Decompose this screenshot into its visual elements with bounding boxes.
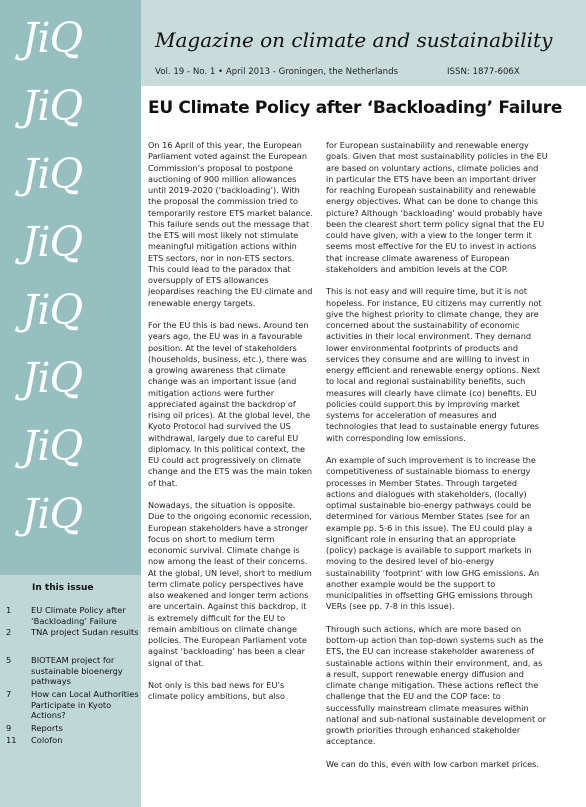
magazine-title: Magazine on climate and sustainability [155, 28, 553, 52]
issn: ISSN: 1877-606X [447, 67, 520, 77]
toc-title: EU Climate Policy after ‘Backloading’ Failure [31, 605, 126, 626]
article-column-1 [148, 140, 313, 714]
logo-jiq: JiQ [22, 422, 83, 470]
paragraph: On 16 April of this year, the European Parliament voted against the European Commission’s proposal to postpone auctioning of 900 million allowances until 2019-2020 (‘backloading’). With the proposal the commission tried to temporarily restore ETS market balance. This failure sends out the message that the ETS will most likely not stimulate meaningful mitigation actions within ETS sectors, nor in non-ETS sectors. This could lead to the paradox that oversupply of ETS allowances jeopardises reaching the EU climate and renewable energy targets. [148, 140, 313, 308]
toc-title: TNA project Sudan results [31, 627, 139, 637]
logo-jiq: JiQ [22, 218, 83, 266]
logo-column [0, 0, 141, 560]
toc-page: 7 [6, 689, 12, 699]
article-title: EU Climate Policy after ‘Backloading’ Failure [148, 98, 563, 118]
toc-title: How can Local Authorities Participate in Kyoto Actions? [31, 689, 139, 720]
paragraph: An example of such improvement is to increase the competitiveness of sustainable biomass to energy processes in Member States. Through targeted actions and dialogues with stakeholders, (locally) optimal sustainable bio-energy pathways could be determined for various Member States (see for an example pp. 5-6 in this issue). The EU could play a significant role in ensuring that an appropriate (policy) package is available to support markets in moving to the desired level of bio-energy sustainability ‘footprint’ with low GHG emissions. An another example would be the support to municipalities in offsetting GHG emissions through VERs (see pp. 7-8 in this issue). [326, 455, 540, 612]
article-column-2 [326, 140, 548, 781]
paragraph: Not only is this bad news for EU’s climate policy ambitions, but also [148, 680, 285, 702]
toc-page: 5 [6, 655, 12, 665]
toc-page: 11 [6, 735, 17, 745]
logo-jiq: JiQ [22, 150, 83, 198]
toc-heading: In this issue [32, 583, 94, 593]
toc-page: 1 [6, 605, 12, 615]
logo-jiq: JiQ [22, 354, 83, 402]
paragraph: Through such actions, which are more based on bottom-up action than top-down systems such as the ETS, the EU can increase stakeholder awareness of sustainable actions within their environment, and, as a result, support renewable energy diffusion and climate change mitigation. These actions reflect the challenge that the EU and the COP face: to successfully mainstream climate measures within national and sub-national sustainable development or growth priorities through enhanced stakeholder acceptance. [326, 623, 547, 747]
paragraph: For the EU this is bad news. Around ten years ago, the EU was in a favourable position. At the level of stakeholders (households, business, etc.), there was a growing awareness that climate change was an important issue (and mitigation actions were further appreciated against the backdrop of rising oil prices). At the global level, the Kyoto Protocol had survived the US withdrawal, largely due to careful EU diplomacy. In this political context, the EU could act progressively on climate change and the ETS was the main token of that. [148, 320, 313, 488]
logo-jiq: JiQ [22, 490, 83, 538]
toc-page: 2 [6, 627, 12, 637]
toc-title: Reports [31, 723, 63, 733]
paragraph: for European sustainability and renewable energy goals. Given that most sustainability policies in the EU are based on voluntary actions, climate policies and in particular the ETS have been an important driver for reaching European sustainability and renewable energy objectives. What can be done to change this picture? Although ‘backloading’ would probably have been the clearest short term policy signal that the EU could have given, with a view to the longer term it seems most effective for the EU to invest in actions that increase climate awareness of European stakeholders and ambition levels at the COP. [326, 140, 548, 274]
issue-info: Vol. 19 - No. 1 • April 2013 - Groningen, the Netherlands [155, 67, 399, 77]
paragraph: Nowadays, the situation is opposite. Due to the ongoing economic recession, European stakeholders have a stronger focus on short to medium term economic survival. Climate change is now among the least of their concerns. At the global, UN level, short to medium term climate policy perspectives have also weakened and longer term actions are uncertain. Against this backdrop, it is extremely difficult for the EU to remain ambitious on climate change policies. The European Parliament vote against ‘backloading’ has been a clear signal of that. [148, 500, 312, 668]
paragraph: This is not easy and will require time, but it is not hopeless. For instance, EU citizens may currently not give the highest priority to climate change, they are concerned about the sustainability of economic activities in their local environment. They demand lower environmental footprints of products and services they consume and are willing to invest in energy efficient and renewable energy options. Next to local and regional sustainability benefits, such measures will clearly have climate (co) benefits. EU policies could support this by improving market systems for acceleration of measures and technologies that lead to sustainable energy futures with corresponding low emissions. [326, 286, 542, 443]
logo-jiq: JiQ [22, 14, 83, 62]
toc-title: Colofon [31, 735, 63, 745]
paragraph: We can do this, even with low carbon market prices. [326, 758, 539, 769]
logo-jiq: JiQ [22, 82, 83, 130]
toc-title: BIOTEAM project for sustainable bioenergy pathways [31, 655, 123, 686]
toc-page: 9 [6, 723, 12, 733]
logo-jiq: JiQ [22, 286, 83, 334]
